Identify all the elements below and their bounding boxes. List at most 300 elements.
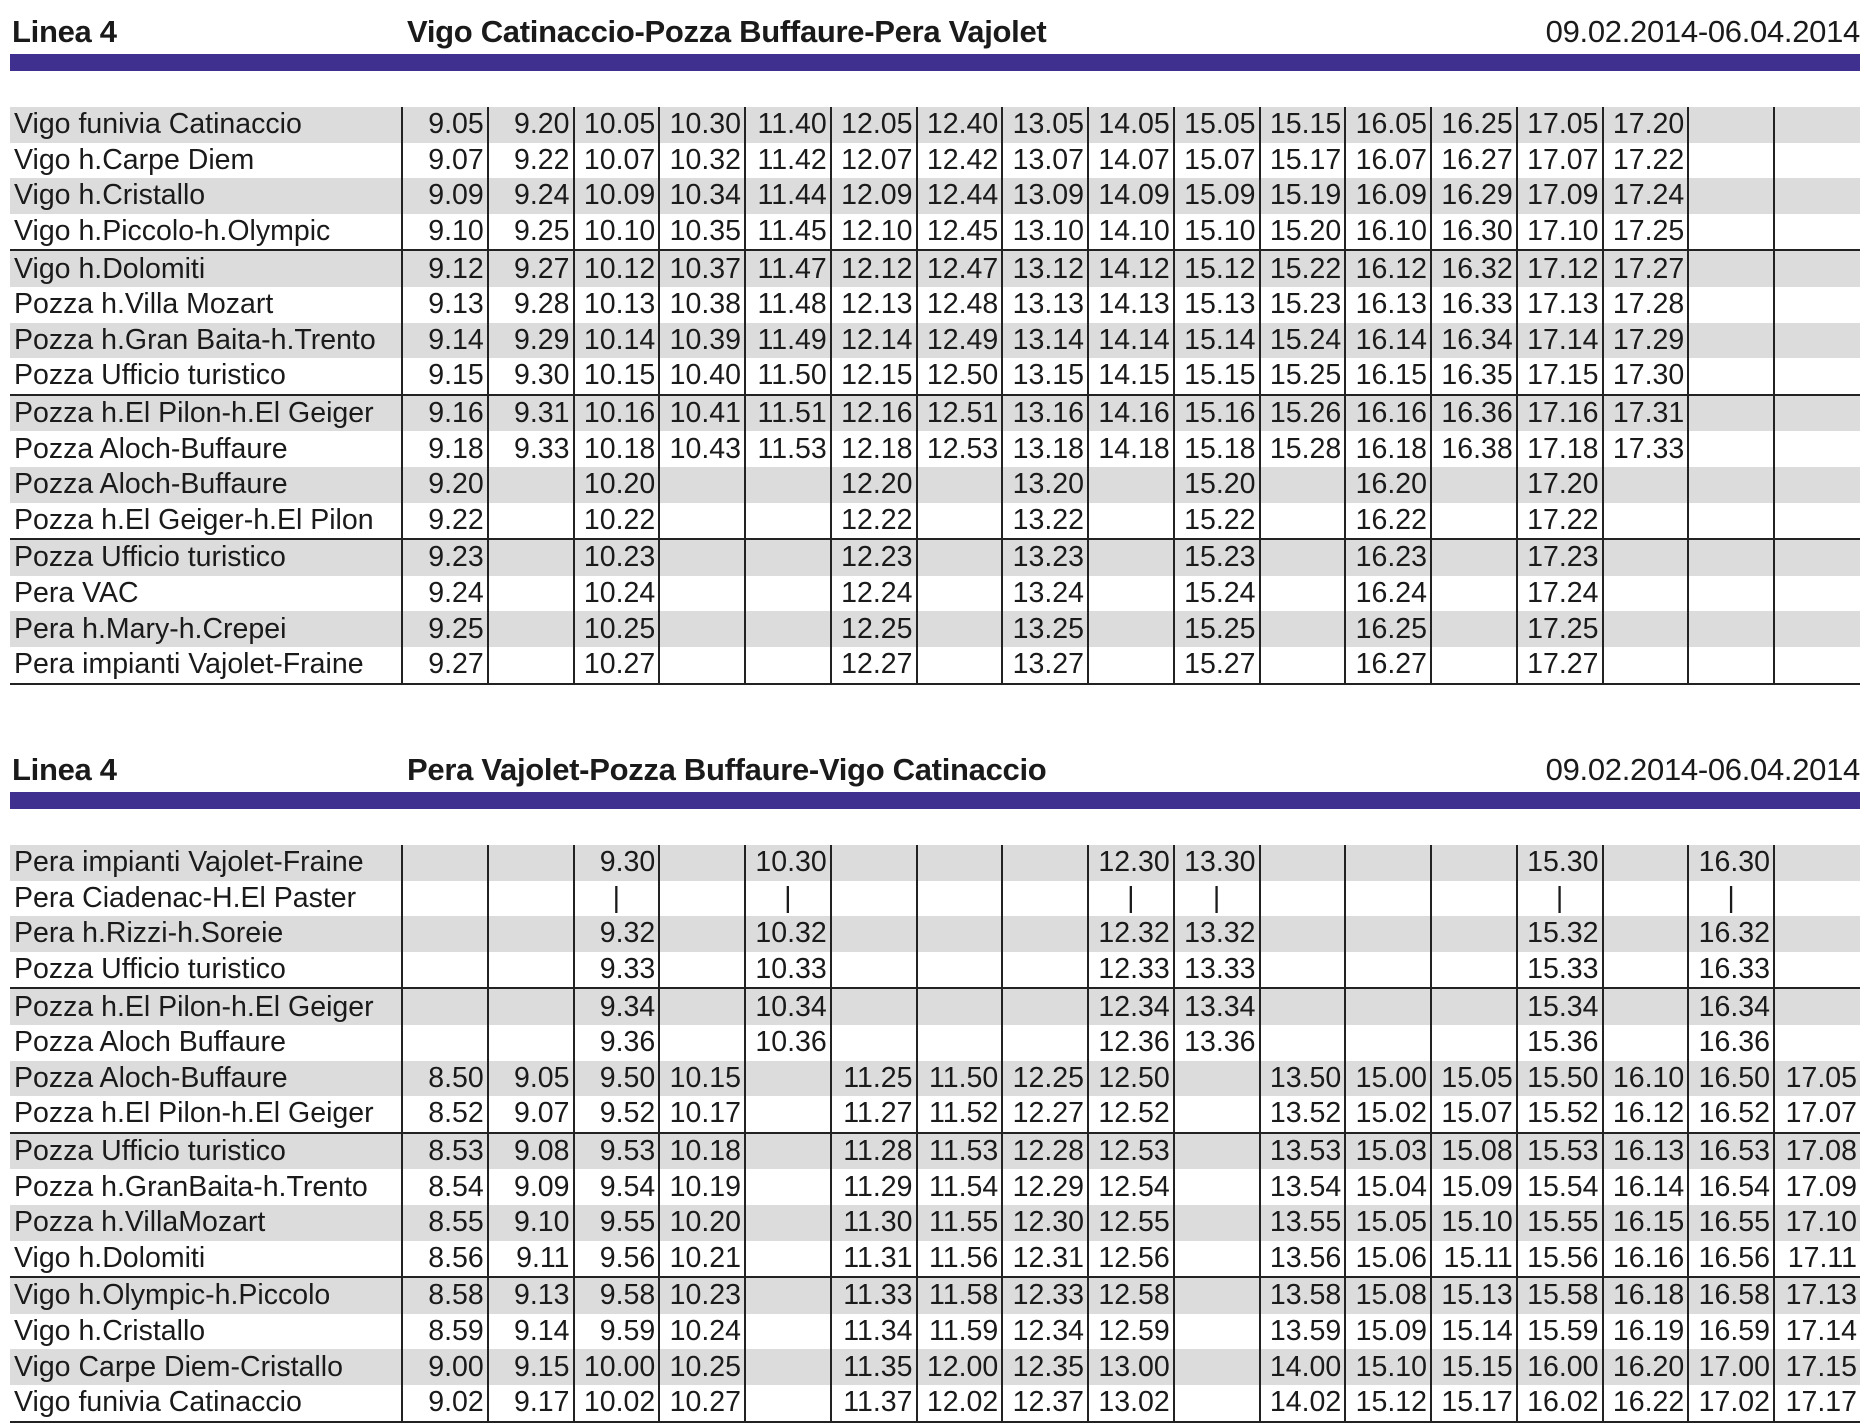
departure-time-cell: 12.48 (917, 287, 1003, 323)
departure-time-cell: 11.51 (745, 395, 831, 432)
departure-time-cell: | (1174, 881, 1260, 917)
departure-time-cell: 13.07 (1002, 143, 1088, 179)
departure-time-cell: 15.22 (1174, 503, 1260, 540)
departure-time-cell (917, 503, 1003, 540)
departure-time-cell (1603, 988, 1689, 1025)
departure-time-cell: 15.03 (1345, 1133, 1431, 1170)
departure-time-cell (1774, 395, 1860, 432)
departure-time-cell: 16.33 (1688, 952, 1774, 989)
departure-time-cell: 16.12 (1345, 250, 1431, 287)
departure-time-cell (488, 881, 574, 917)
departure-time-cell: 11.58 (917, 1277, 1003, 1314)
departure-time-cell: 11.29 (831, 1169, 917, 1205)
departure-time-cell: 11.50 (745, 358, 831, 395)
departure-time-cell: 13.33 (1174, 952, 1260, 989)
departure-time-cell: 10.18 (574, 431, 660, 467)
departure-time-cell (1088, 611, 1174, 647)
departure-time-cell: 12.18 (831, 431, 917, 467)
departure-time-cell: 12.30 (1002, 1205, 1088, 1241)
departure-time-cell: 14.07 (1088, 143, 1174, 179)
stop-name: Pera VAC (14, 577, 139, 610)
departure-time-cell (1774, 611, 1860, 647)
departure-time-cell (1688, 178, 1774, 214)
departure-time-cell: 16.32 (1431, 250, 1517, 287)
departure-time-cell: 15.28 (1260, 431, 1346, 467)
departure-time-cell (1603, 611, 1689, 647)
departure-time-cell: 9.28 (488, 287, 574, 323)
departure-time-cell: 15.36 (1517, 1025, 1603, 1061)
departure-time-cell: 16.00 (1517, 1349, 1603, 1385)
departure-time-cell: 14.00 (1260, 1349, 1346, 1385)
departure-time-cell: 12.27 (1002, 1096, 1088, 1133)
departure-time-cell: 15.53 (1517, 1133, 1603, 1170)
validity-dates: 09.02.2014-06.04.2014 (1545, 752, 1860, 787)
departure-time-cell: 12.42 (917, 143, 1003, 179)
departure-time-cell: 15.59 (1517, 1314, 1603, 1350)
departure-time-cell (1002, 1025, 1088, 1061)
departure-time-cell: 15.52 (1517, 1096, 1603, 1133)
stop-name: Vigo h.Dolomiti (10, 250, 402, 287)
departure-time-cell: 15.09 (1345, 1314, 1431, 1350)
departure-time-cell: 15.10 (1431, 1205, 1517, 1241)
departure-time-cell: 9.10 (402, 214, 488, 251)
departure-time-cell: 13.56 (1260, 1241, 1346, 1278)
departure-time-cell: 12.29 (1002, 1169, 1088, 1205)
departure-time-cell: 13.09 (1002, 178, 1088, 214)
departure-time-cell: 13.54 (1260, 1169, 1346, 1205)
departure-time-cell: 12.12 (831, 250, 917, 287)
departure-time-cell: 9.13 (402, 287, 488, 323)
departure-time-cell: 17.05 (1774, 1061, 1860, 1097)
departure-time-cell: 17.20 (1603, 107, 1689, 143)
table-row (10, 503, 1860, 540)
departure-time-cell (1688, 143, 1774, 179)
departure-time-cell: 17.25 (1603, 214, 1689, 251)
route-title: Vigo Catinaccio-Pozza Buffaure-Pera Vajolet (407, 14, 1047, 49)
departure-time-cell: 12.50 (1088, 1061, 1174, 1097)
table-row (10, 952, 1860, 989)
departure-time-cell: 16.38 (1431, 431, 1517, 467)
departure-time-cell (1774, 287, 1860, 323)
departure-time-cell (1260, 1025, 1346, 1061)
departure-time-cell (1174, 1169, 1260, 1205)
table-row (10, 1205, 1860, 1241)
departure-time-cell (1431, 881, 1517, 917)
departure-time-cell (659, 467, 745, 503)
departure-time-cell: 13.32 (1174, 916, 1260, 952)
line-label: Linea 4 (12, 752, 117, 787)
stop-name: Vigo h.Piccolo-h.Olympic (14, 215, 331, 248)
stop-name: Pozza Aloch-Buffaure (10, 467, 402, 503)
departure-time-cell (1345, 952, 1431, 989)
departure-time-cell (917, 1025, 1003, 1061)
departure-time-cell (831, 845, 917, 881)
departure-time-cell: 17.12 (1517, 250, 1603, 287)
departure-time-cell: 12.37 (1002, 1385, 1088, 1422)
departure-time-cell (488, 611, 574, 647)
departure-time-cell: 16.14 (1345, 323, 1431, 359)
departure-time-cell (1603, 845, 1689, 881)
departure-time-cell: 16.29 (1431, 178, 1517, 214)
section-header (10, 752, 1860, 790)
departure-time-cell: 10.40 (659, 358, 745, 395)
departure-time-cell: | (1688, 881, 1774, 917)
departure-time-cell: 9.15 (488, 1349, 574, 1385)
departure-time-cell: 16.23 (1345, 539, 1431, 576)
departure-time-cell: 9.56 (574, 1241, 660, 1278)
departure-time-cell: 10.23 (574, 539, 660, 576)
departure-time-cell: 10.33 (745, 952, 831, 989)
departure-time-cell: 12.24 (831, 576, 917, 612)
departure-time-cell (1002, 952, 1088, 989)
departure-time-cell: 10.24 (574, 576, 660, 612)
departure-time-cell: 14.02 (1260, 1385, 1346, 1422)
departure-time-cell: 11.53 (917, 1133, 1003, 1170)
departure-time-cell: 9.17 (488, 1385, 574, 1422)
departure-time-cell: 13.52 (1260, 1096, 1346, 1133)
departure-time-cell: 9.09 (402, 178, 488, 214)
departure-time-cell (1088, 467, 1174, 503)
departure-time-cell (1688, 395, 1774, 432)
table-row (10, 143, 1860, 179)
departure-time-cell: 13.02 (1088, 1385, 1174, 1422)
departure-time-cell (402, 916, 488, 952)
departure-time-cell (1603, 647, 1689, 684)
table-row (10, 1133, 1860, 1170)
departure-time-cell: 17.10 (1774, 1205, 1860, 1241)
departure-time-cell: 9.20 (402, 467, 488, 503)
stop-name: Pozza Ufficio turistico (14, 953, 286, 986)
departure-time-cell (745, 1349, 831, 1385)
departure-time-cell: 15.50 (1517, 1061, 1603, 1097)
stop-name: Pozza Aloch-Buffaure (10, 1061, 402, 1097)
departure-time-cell: 11.47 (745, 250, 831, 287)
departure-time-cell: 17.07 (1517, 143, 1603, 179)
table-row (10, 916, 1860, 952)
departure-time-cell (831, 952, 917, 989)
departure-time-cell: 16.13 (1345, 287, 1431, 323)
stop-name: Pozza Ufficio turistico (14, 359, 286, 392)
departure-time-cell (1603, 952, 1689, 989)
departure-time-cell: 17.22 (1517, 503, 1603, 540)
departure-time-cell: 9.24 (488, 178, 574, 214)
departure-time-cell (1774, 988, 1860, 1025)
timetable-return (10, 845, 1860, 1423)
departure-time-cell (1688, 467, 1774, 503)
departure-time-cell: 8.55 (402, 1205, 488, 1241)
departure-time-cell: 9.53 (574, 1133, 660, 1170)
departure-time-cell: 10.32 (745, 916, 831, 952)
departure-time-cell: 16.25 (1345, 611, 1431, 647)
departure-time-cell: 12.56 (1088, 1241, 1174, 1278)
departure-time-cell: 17.16 (1517, 395, 1603, 432)
table-row (10, 988, 1860, 1025)
departure-time-cell (1688, 503, 1774, 540)
table-row (10, 1349, 1860, 1385)
table-row (10, 1314, 1860, 1350)
departure-time-cell: 12.55 (1088, 1205, 1174, 1241)
departure-time-cell: 11.27 (831, 1096, 917, 1133)
departure-time-cell: 11.50 (917, 1061, 1003, 1097)
departure-time-cell (1603, 503, 1689, 540)
departure-time-cell: 17.33 (1603, 431, 1689, 467)
table-row (10, 323, 1860, 359)
departure-time-cell (1603, 576, 1689, 612)
departure-time-cell (1174, 1277, 1260, 1314)
departure-time-cell (745, 503, 831, 540)
departure-time-cell: 11.53 (745, 431, 831, 467)
departure-time-cell: 9.50 (574, 1061, 660, 1097)
stop-name: Vigo h.Olympic-h.Piccolo (10, 1277, 402, 1314)
departure-time-cell: 9.09 (488, 1169, 574, 1205)
departure-time-cell (1774, 952, 1860, 989)
departure-time-cell: 10.14 (574, 323, 660, 359)
departure-time-cell: 9.05 (488, 1061, 574, 1097)
departure-time-cell: 14.05 (1088, 107, 1174, 143)
departure-time-cell: 11.25 (831, 1061, 917, 1097)
departure-time-cell: 11.42 (745, 143, 831, 179)
departure-time-cell (831, 1025, 917, 1061)
departure-time-cell (1774, 358, 1860, 395)
departure-time-cell (1774, 916, 1860, 952)
departure-time-cell (1174, 1349, 1260, 1385)
departure-time-cell (1431, 952, 1517, 989)
departure-time-cell: 15.20 (1260, 214, 1346, 251)
departure-time-cell: 9.22 (488, 143, 574, 179)
departure-time-cell: 15.05 (1174, 107, 1260, 143)
departure-time-cell: 16.10 (1345, 214, 1431, 251)
departure-time-cell: 13.23 (1002, 539, 1088, 576)
departure-time-cell: 9.18 (402, 431, 488, 467)
departure-time-cell (745, 1241, 831, 1278)
departure-time-cell: 8.50 (402, 1061, 488, 1097)
timetable-section-outbound (10, 14, 1860, 685)
table-row (10, 178, 1860, 214)
departure-time-cell: 12.53 (917, 431, 1003, 467)
departure-time-cell: 9.32 (574, 916, 660, 952)
table-row (10, 1061, 1860, 1097)
departure-time-cell (745, 1205, 831, 1241)
departure-time-cell: 9.36 (574, 1025, 660, 1061)
departure-time-cell: 16.19 (1603, 1314, 1689, 1350)
stop-name: Pozza h.Villa Mozart (14, 288, 274, 321)
departure-time-cell: 12.36 (1088, 1025, 1174, 1061)
table-row (10, 107, 1860, 143)
departure-time-cell (1774, 178, 1860, 214)
departure-time-cell: 14.16 (1088, 395, 1174, 432)
departure-time-cell: 10.23 (659, 1277, 745, 1314)
departure-time-cell (917, 845, 1003, 881)
stop-name: Pera impianti Vajolet-Fraine (10, 647, 402, 684)
departure-time-cell (488, 503, 574, 540)
departure-time-cell: 11.40 (745, 107, 831, 143)
departure-time-cell: 11.37 (831, 1385, 917, 1422)
departure-time-cell: 12.35 (1002, 1349, 1088, 1385)
departure-time-cell: 10.27 (574, 647, 660, 684)
departure-time-cell (1431, 539, 1517, 576)
departure-time-cell: 12.53 (1088, 1133, 1174, 1170)
stop-name: Pozza h.VillaMozart (10, 1205, 402, 1241)
table-row (10, 395, 1860, 432)
departure-time-cell (659, 539, 745, 576)
departure-time-cell: 16.22 (1345, 503, 1431, 540)
departure-time-cell: 15.07 (1431, 1096, 1517, 1133)
departure-time-cell (1260, 539, 1346, 576)
departure-time-cell (745, 467, 831, 503)
departure-time-cell: 15.00 (1345, 1061, 1431, 1097)
departure-time-cell: 16.33 (1431, 287, 1517, 323)
departure-time-cell: 16.24 (1345, 576, 1431, 612)
departure-time-cell (1774, 431, 1860, 467)
departure-time-cell: 13.20 (1002, 467, 1088, 503)
table-row (10, 845, 1860, 881)
departure-time-cell: 12.49 (917, 323, 1003, 359)
departure-time-cell (659, 611, 745, 647)
departure-time-cell: 17.13 (1517, 287, 1603, 323)
departure-time-cell (1774, 576, 1860, 612)
departure-time-cell: 15.07 (1174, 143, 1260, 179)
departure-time-cell (1603, 539, 1689, 576)
departure-time-cell: 15.14 (1174, 323, 1260, 359)
departure-time-cell: 16.14 (1603, 1169, 1689, 1205)
departure-time-cell (1774, 881, 1860, 917)
departure-time-cell: 13.55 (1260, 1205, 1346, 1241)
departure-time-cell: 11.28 (831, 1133, 917, 1170)
departure-time-cell: 15.25 (1174, 611, 1260, 647)
departure-time-cell (831, 988, 917, 1025)
departure-time-cell: 11.30 (831, 1205, 917, 1241)
departure-time-cell (1260, 988, 1346, 1025)
departure-time-cell: 17.28 (1603, 287, 1689, 323)
departure-time-cell (917, 539, 1003, 576)
departure-time-cell (402, 952, 488, 989)
departure-time-cell: 16.50 (1688, 1061, 1774, 1097)
departure-time-cell: 15.24 (1174, 576, 1260, 612)
departure-time-cell: 9.25 (488, 214, 574, 251)
departure-time-cell (831, 916, 917, 952)
departure-time-cell: 15.56 (1517, 1241, 1603, 1278)
departure-time-cell: 12.13 (831, 287, 917, 323)
departure-time-cell: 15.08 (1431, 1133, 1517, 1170)
departure-time-cell (745, 647, 831, 684)
departure-time-cell (745, 1169, 831, 1205)
departure-time-cell: 12.22 (831, 503, 917, 540)
stop-name: Vigo funivia Catinaccio (10, 107, 402, 143)
departure-time-cell (1774, 107, 1860, 143)
departure-time-cell: 11.45 (745, 214, 831, 251)
departure-time-cell: 14.13 (1088, 287, 1174, 323)
departure-time-cell: 10.15 (659, 1061, 745, 1097)
departure-time-cell (1260, 952, 1346, 989)
departure-time-cell (488, 467, 574, 503)
departure-time-cell (659, 1025, 745, 1061)
stop-name: Vigo h.Cristallo (14, 1315, 206, 1348)
departure-time-cell (745, 1061, 831, 1097)
departure-time-cell (917, 881, 1003, 917)
departure-time-cell: 12.25 (831, 611, 917, 647)
departure-time-cell: 9.08 (488, 1133, 574, 1170)
departure-time-cell: 15.55 (1517, 1205, 1603, 1241)
departure-time-cell: 9.33 (574, 952, 660, 989)
departure-time-cell (1174, 1314, 1260, 1350)
departure-time-cell: 16.16 (1603, 1241, 1689, 1278)
departure-time-cell: 16.12 (1603, 1096, 1689, 1133)
departure-time-cell: 12.31 (1002, 1241, 1088, 1278)
departure-time-cell (1345, 1025, 1431, 1061)
departure-time-cell: 10.07 (574, 143, 660, 179)
departure-time-cell: 12.09 (831, 178, 917, 214)
departure-time-cell: 13.36 (1174, 1025, 1260, 1061)
departure-time-cell: 10.41 (659, 395, 745, 432)
departure-time-cell: 15.15 (1260, 107, 1346, 143)
departure-time-cell: 16.07 (1345, 143, 1431, 179)
departure-time-cell (1431, 845, 1517, 881)
departure-time-cell (1774, 1025, 1860, 1061)
departure-time-cell: 17.07 (1774, 1096, 1860, 1133)
departure-time-cell: 14.14 (1088, 323, 1174, 359)
departure-time-cell: 12.50 (917, 358, 1003, 395)
departure-time-cell: 10.35 (659, 214, 745, 251)
departure-time-cell: 10.16 (574, 395, 660, 432)
departure-time-cell: 16.16 (1345, 395, 1431, 432)
departure-time-cell (1260, 647, 1346, 684)
departure-time-cell: 10.15 (574, 358, 660, 395)
departure-time-cell: 15.10 (1174, 214, 1260, 251)
departure-time-cell (1260, 845, 1346, 881)
departure-time-cell: 12.02 (917, 1385, 1003, 1422)
departure-time-cell: 15.17 (1431, 1385, 1517, 1422)
stop-name: Vigo h.Cristallo (10, 178, 402, 214)
departure-time-cell: 16.10 (1603, 1061, 1689, 1097)
departure-time-cell (488, 647, 574, 684)
departure-time-cell: 16.27 (1345, 647, 1431, 684)
departure-time-cell (659, 952, 745, 989)
departure-time-cell (1774, 467, 1860, 503)
table-row (10, 467, 1860, 503)
departure-time-cell: 12.40 (917, 107, 1003, 143)
departure-time-cell: 10.20 (659, 1205, 745, 1241)
departure-time-cell (1603, 1025, 1689, 1061)
departure-time-cell: 17.15 (1517, 358, 1603, 395)
departure-time-cell: 10.39 (659, 323, 745, 359)
departure-time-cell: 15.18 (1174, 431, 1260, 467)
departure-time-cell: 10.09 (574, 178, 660, 214)
stop-name: Pozza h.El Pilon-h.El Geiger (14, 1097, 374, 1130)
departure-time-cell: 9.13 (488, 1277, 574, 1314)
departure-time-cell: 16.36 (1431, 395, 1517, 432)
departure-time-cell: 16.58 (1688, 1277, 1774, 1314)
departure-time-cell: 14.09 (1088, 178, 1174, 214)
departure-time-cell: 16.05 (1345, 107, 1431, 143)
departure-time-cell: 14.18 (1088, 431, 1174, 467)
departure-time-cell (1431, 647, 1517, 684)
departure-time-cell (1002, 988, 1088, 1025)
section-header (10, 14, 1860, 52)
departure-time-cell: 12.45 (917, 214, 1003, 251)
departure-time-cell (1260, 503, 1346, 540)
departure-time-cell (659, 647, 745, 684)
departure-time-cell (1688, 576, 1774, 612)
departure-time-cell: 17.27 (1517, 647, 1603, 684)
departure-time-cell: 9.34 (574, 988, 660, 1025)
departure-time-cell: 10.25 (574, 611, 660, 647)
departure-time-cell (1688, 107, 1774, 143)
departure-time-cell: 10.10 (574, 214, 660, 251)
departure-time-cell: 17.02 (1688, 1385, 1774, 1422)
departure-time-cell: 11.48 (745, 287, 831, 323)
header-divider-bar (10, 54, 1860, 71)
departure-time-cell: 11.33 (831, 1277, 917, 1314)
